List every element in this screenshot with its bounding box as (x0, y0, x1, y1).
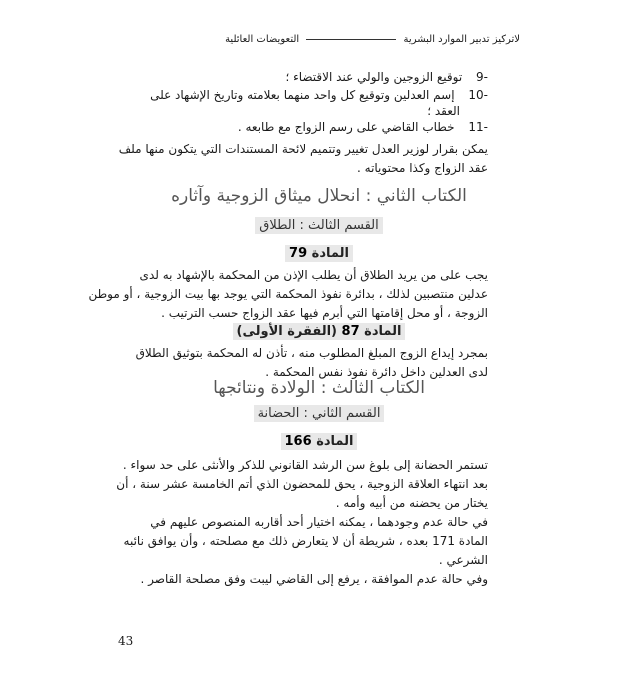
paragraph-line: يختار من يحضنه من أبيه وأمه . (335, 496, 488, 510)
paragraph-line: بمجرد إيداع الزوج المبلغ المطلوب منه ، تأذن له المحكمة بتوثيق الطلاق (135, 346, 488, 360)
article-label: المادة (311, 246, 349, 261)
paragraph-line: الزوجة ، أو محل إقامتها التي أبرم فيها عقد الزواج حسب الترتيب . (161, 306, 488, 320)
article-number: 166 (284, 434, 312, 449)
article-166-heading (0, 434, 638, 449)
article-label: المادة (316, 434, 354, 449)
paragraph-line: وفي حالة عدم الموافقة ، يرفع إلى القاضي ليبت وفق مصلحة القاصر . (140, 572, 488, 586)
article-number: 87 (341, 324, 360, 339)
list-item-continuation (427, 104, 460, 118)
section-title-text: القسم الثالث : الطلاق (255, 217, 382, 234)
list-item-number: -11 (468, 120, 488, 134)
list-item (238, 120, 488, 134)
paragraph-line: تستمر الحضانة إلى بلوغ سن الرشد القانوني للذكر والأنثى على حد سواء . (122, 458, 488, 472)
article-label: المادة (364, 324, 402, 339)
book3-section-title (0, 406, 638, 421)
paragraph-line: في حالة عدم وجودهما ، يمكنه اختيار أحد أقاربه المنصوص عليهم في (150, 515, 488, 529)
paragraph-line: لدى العدلين داخل دائرة نفوذ نفس المحكمة . (265, 365, 488, 379)
article-79-heading (0, 246, 638, 261)
page-number: 43 (118, 634, 134, 648)
list-item-number: -10 (468, 88, 488, 102)
list-item-text: خطاب القاضي على رسم الزواج مع طابعه . (237, 120, 455, 134)
paragraph-line: المادة 171 بعده ، شريطة أن لا يتعارض ذلك مع مصلحته ، وأن يوافق نائبه (123, 534, 488, 548)
book2-section-title (0, 218, 638, 233)
article-79-body (88, 266, 488, 323)
article-87-heading (0, 324, 638, 339)
running-header (220, 34, 520, 50)
header-right-text: التعويضات العائلية (225, 34, 300, 45)
list-item-text: إسم العدلين وتوقيع كل واحد منهما بعلامته وتاريخ الإشهاد على (150, 88, 455, 102)
list-item (150, 88, 488, 102)
header-rule (306, 39, 396, 40)
paragraph-line: يجب على من يريد الطلاق أن يطلب الإذن من المحكمة بالإشهاد به لدى (139, 268, 488, 282)
article-paragraph-ref: (الفقرة الأولى) (236, 324, 338, 339)
paragraph-line: عدلين منتصبين لذلك ، بدائرة نفوذ المحكمة التي يوجد بها بيت الزوجية ، أو موطن (88, 287, 488, 301)
paragraph-line: الشرعي . (438, 553, 488, 567)
article-heading-box (285, 245, 353, 262)
article-heading-box (233, 323, 406, 340)
list-item-text: العقد ؛ (427, 104, 460, 118)
paragraph-line: عقد الزواج وكذا محتوياته . (357, 161, 488, 175)
book2-title: الكتاب الثاني : انحلال ميثاق الزوجية وآثاره (171, 186, 467, 206)
article-166-body (116, 456, 488, 589)
intro-paragraph (118, 140, 488, 178)
article-87-body (128, 344, 488, 382)
section-title-text: القسم الثاني : الحضانة (254, 405, 385, 422)
list-item-number: -9 (476, 70, 488, 84)
list-item (285, 70, 488, 84)
article-number: 79 (289, 246, 308, 261)
header-left-text: لاتركيز تدبير الموارد البشرية (403, 34, 520, 45)
list-item-text: توقيع الزوجين والولي عند الاقتضاء ؛ (285, 70, 463, 84)
paragraph-line: يمكن بقرار لوزير العدل تغيير وتتميم لائحة المستندات التي يتكون منها ملف (118, 142, 488, 156)
book3-title: الكتاب الثالث : الولادة ونتائجها (213, 378, 425, 398)
article-heading-box (281, 433, 358, 450)
paragraph-line: بعد انتهاء العلاقة الزوجية ، يحق للمحضون الذي أتم الخامسة عشر سنة ، أن (116, 477, 488, 491)
